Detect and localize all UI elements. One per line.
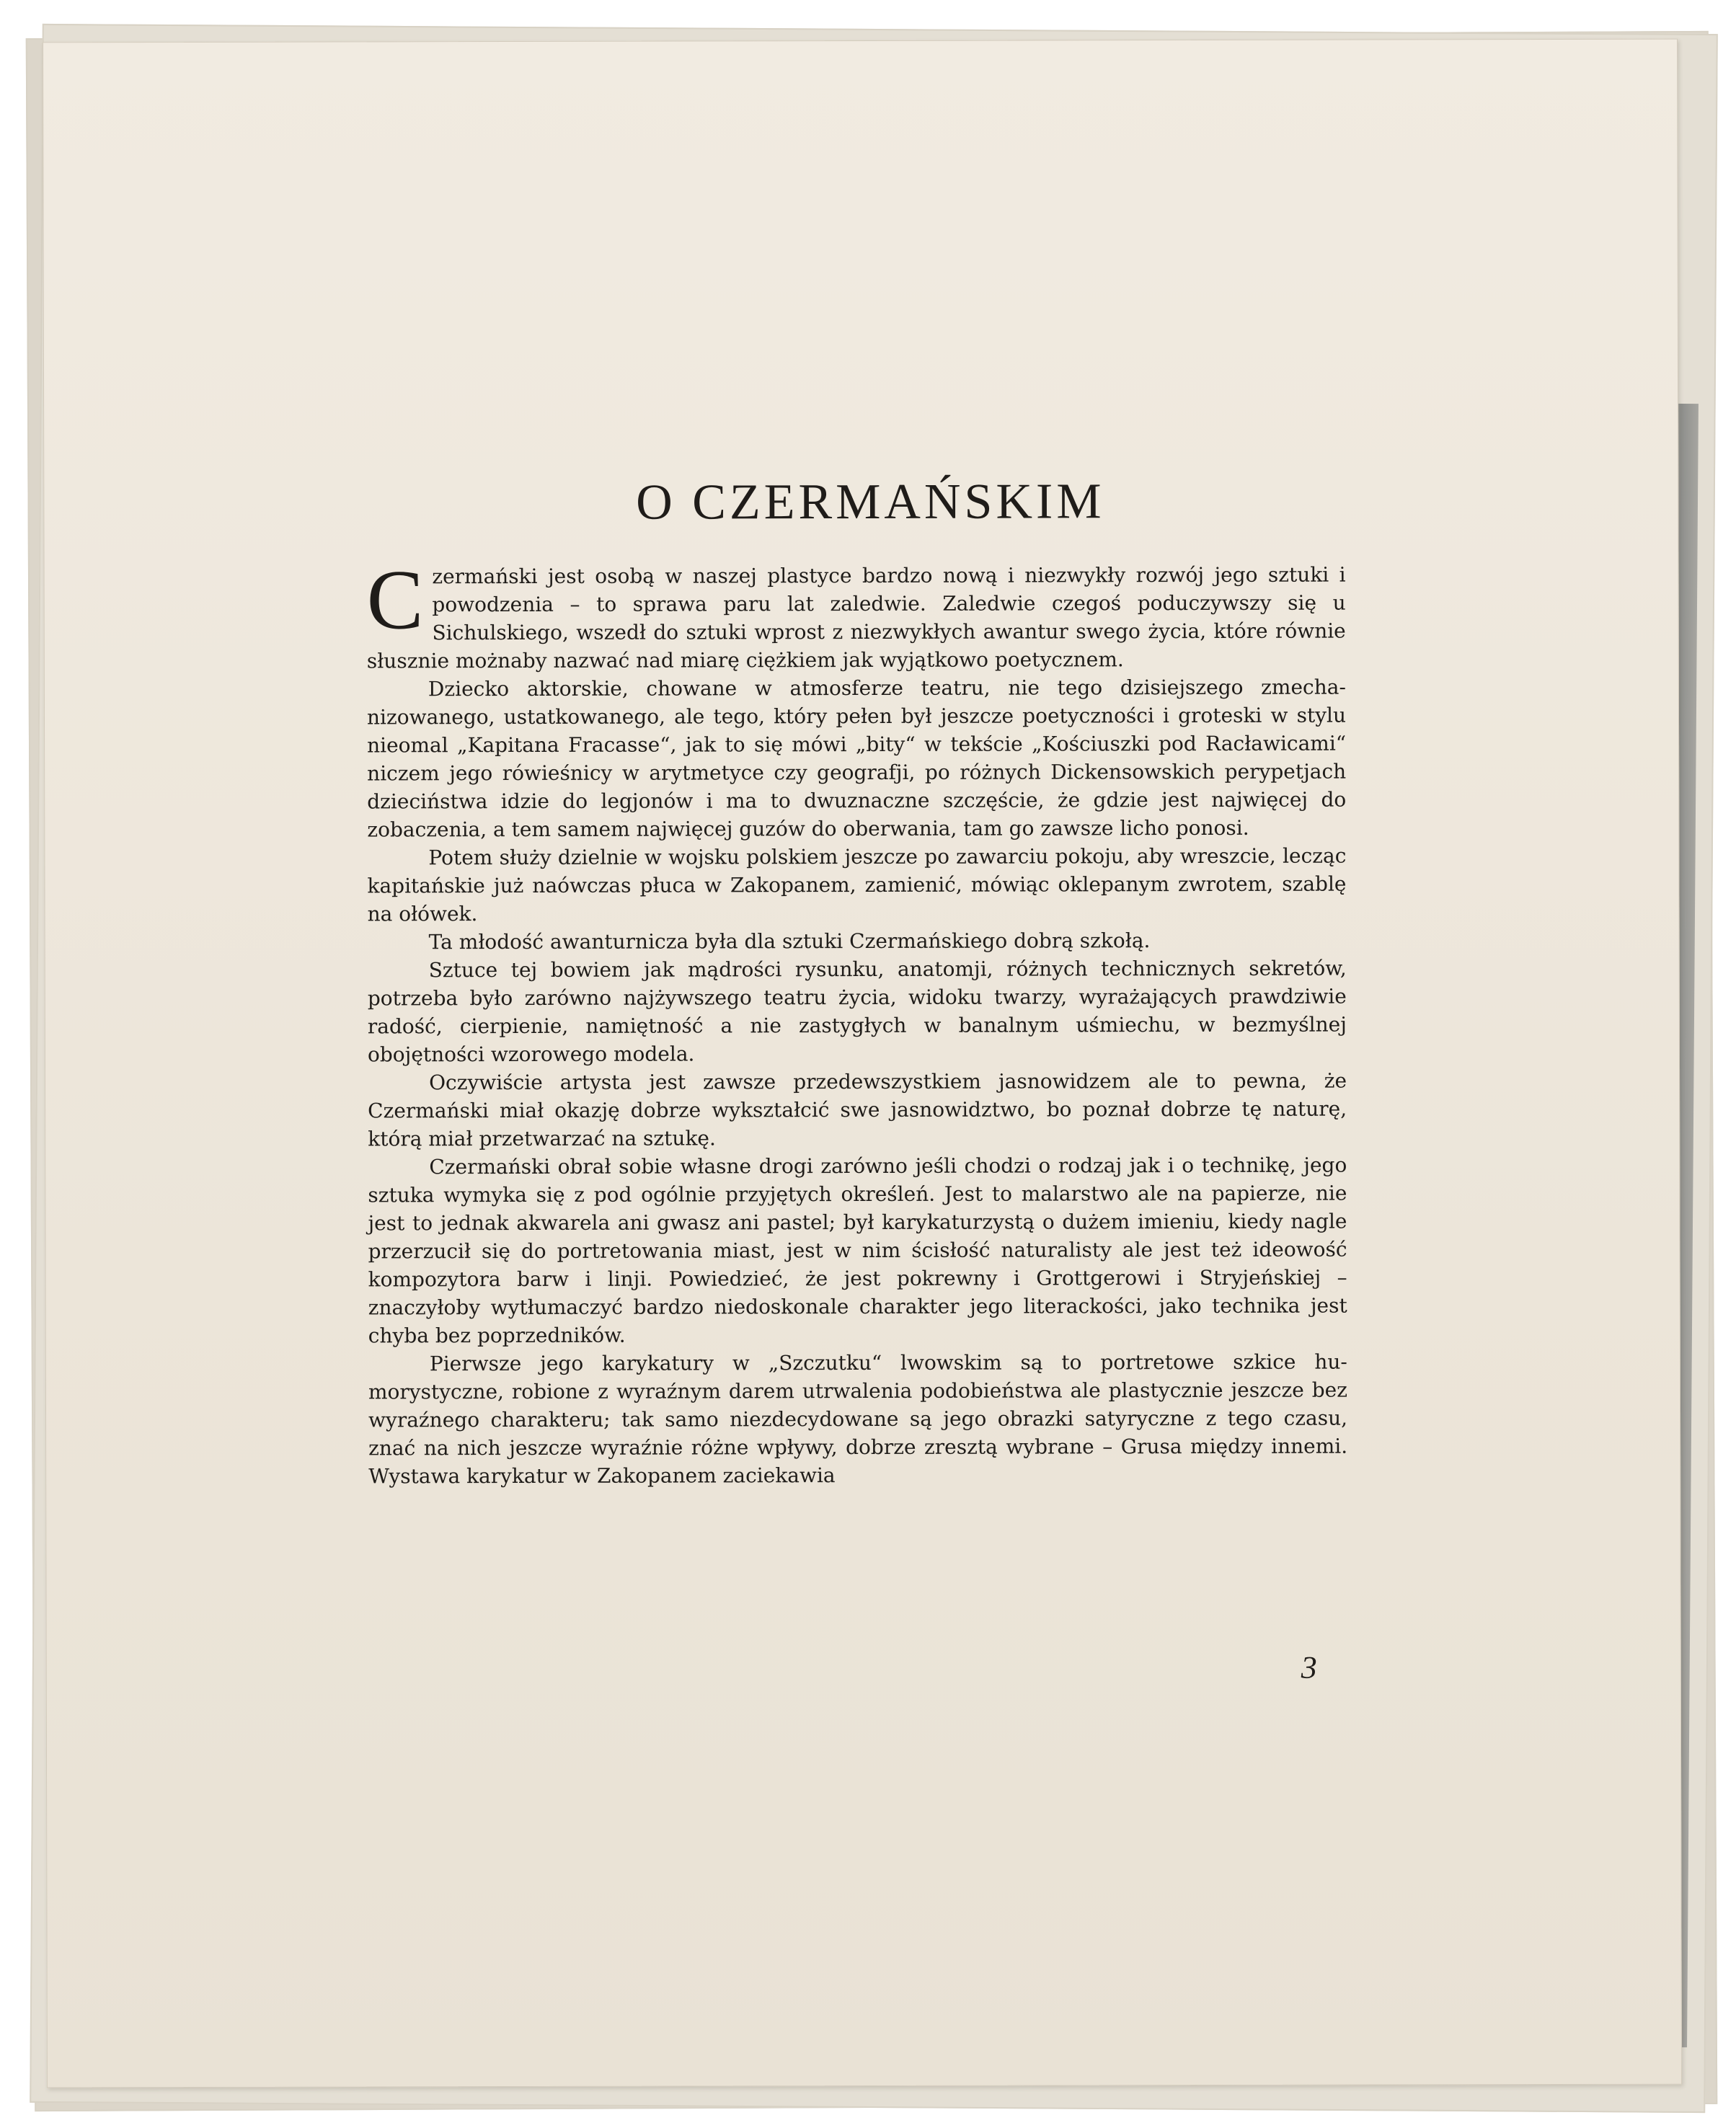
paragraph: Czermański obrał sobie własne drogi zarówno jeśli chodzi o rodzaj jak i o technikę, jego sztuka wymyka się z pod ogólnie przyjętych określeń. Jest to malarstwo ale na papierze, nie jest to jednak akwarela ani gwasz ani pastel; był karykaturzystą o dużem imieniu, kiedy nagle przerzucił się do portretowania miast, jest w nim ścisłość naturalisty ale jest też ideowość kompozytora barw i linji. Powiedzieć, że jest pokrewny i Grottgerowi i Stryjeńskiej – znaczyłoby wytłumaczyć bardzo niedoskonale charakter jego literackości, jako technika jest chyba bez poprzedników.: [368, 1153, 1347, 1348]
paper-page: [43, 39, 1682, 2088]
paragraph-first: [366, 552, 1346, 675]
text-block: [366, 473, 1347, 1491]
page-number: 3: [1301, 1649, 1317, 1685]
paragraph: Potem służy dzielnie w wojsku polskiem jeszcze po zawarciu pokoju, aby wreszcie, lecząc kapitańskie już naówczas płuca w Zakopanem, zamienić, mówiąc oklepanym zwrotem, szablę na ołówek.: [367, 843, 1347, 926]
paragraph: Sztuce tej bowiem jak mądrości rysunku, anatomji, różnych technicznych sekretów, potrzeba było zarówno najżywszego teatru życia, widoku twarzy, wyrażających prawdziwie radość, cierpienie, namiętność a nie zastygłych w banalnym uśmiechu, w bezmyślnej obojętności wzorowego modela.: [367, 956, 1347, 1067]
paragraph: Oczywiście artysta jest zawsze przedewszystkiem jasnowidzem ale to pewna, że Czermański miał okazję dobrze wykształcić swe jasnowidztwo, bo poznał dobrze tę naturę, którą miał przetwarzać na sztukę.: [368, 1068, 1347, 1151]
page-title: O CZERMAŃSKIM: [636, 474, 1105, 531]
paragraph: Ta młodość awanturnicza była dla sztuki Czermańskiego dobrą szkołą.: [428, 928, 1151, 954]
paragraph: Pierwsze jego karykatury w „Szczutku“ lwowskim są to portretowe szkice humorystyczne, robione z wyraźnym darem utrwalenia podobieństwa ale plastycznie jeszcze bez wyraźnego charakteru; tak samo niezdecydowane są jego obrazki satyryczne z tego czasu, znać na nich jeszcze wyraźnie różne wpływy, dobrze zresztą wybrane – Grusa między innemi. Wystawa karykatur w Zakopanem zaciekawia: [368, 1349, 1348, 1489]
drop-cap: C: [366, 552, 424, 647]
paragraph-first-text: zermański jest osobą w naszej plastyce bardzo nową i niezwykły rozwój jego sztuki i powodzenia – to sprawa paru lat zaledwie. Zaledwie czegoś poduczywszy się u Sichulskiego, wszedł do sztuki wprost z niezwykłych awantur swego życia, które równie słusznie możnaby nazwać nad miarę ciężkiem jak wyjątkowo poetycznem.: [366, 562, 1346, 673]
paragraph: Dziecko aktorskie, chowane w atmosferze teatru, nie tego dzisiejszego zmechanizowanego, ustatkowanego, ale tego, który pełen był jeszcze poetyczności i groteski w stylu nieomal „Kapitana Fracasse“, jak to się mówi „bity“ w tekście „Kościuszki pod Racławicami“ niczem jego rówieśnicy w arytmetyce czy geografji, po różnych Dickensowskich perypetjach dzieciństwa idzie do legjonów i ma to dwuznaczne szczęście, że gdzie jest najwięcej do zobaczenia, a tem samem najwięcej guzów do oberwania, tam go zawsze licho ponosi.: [366, 675, 1347, 842]
